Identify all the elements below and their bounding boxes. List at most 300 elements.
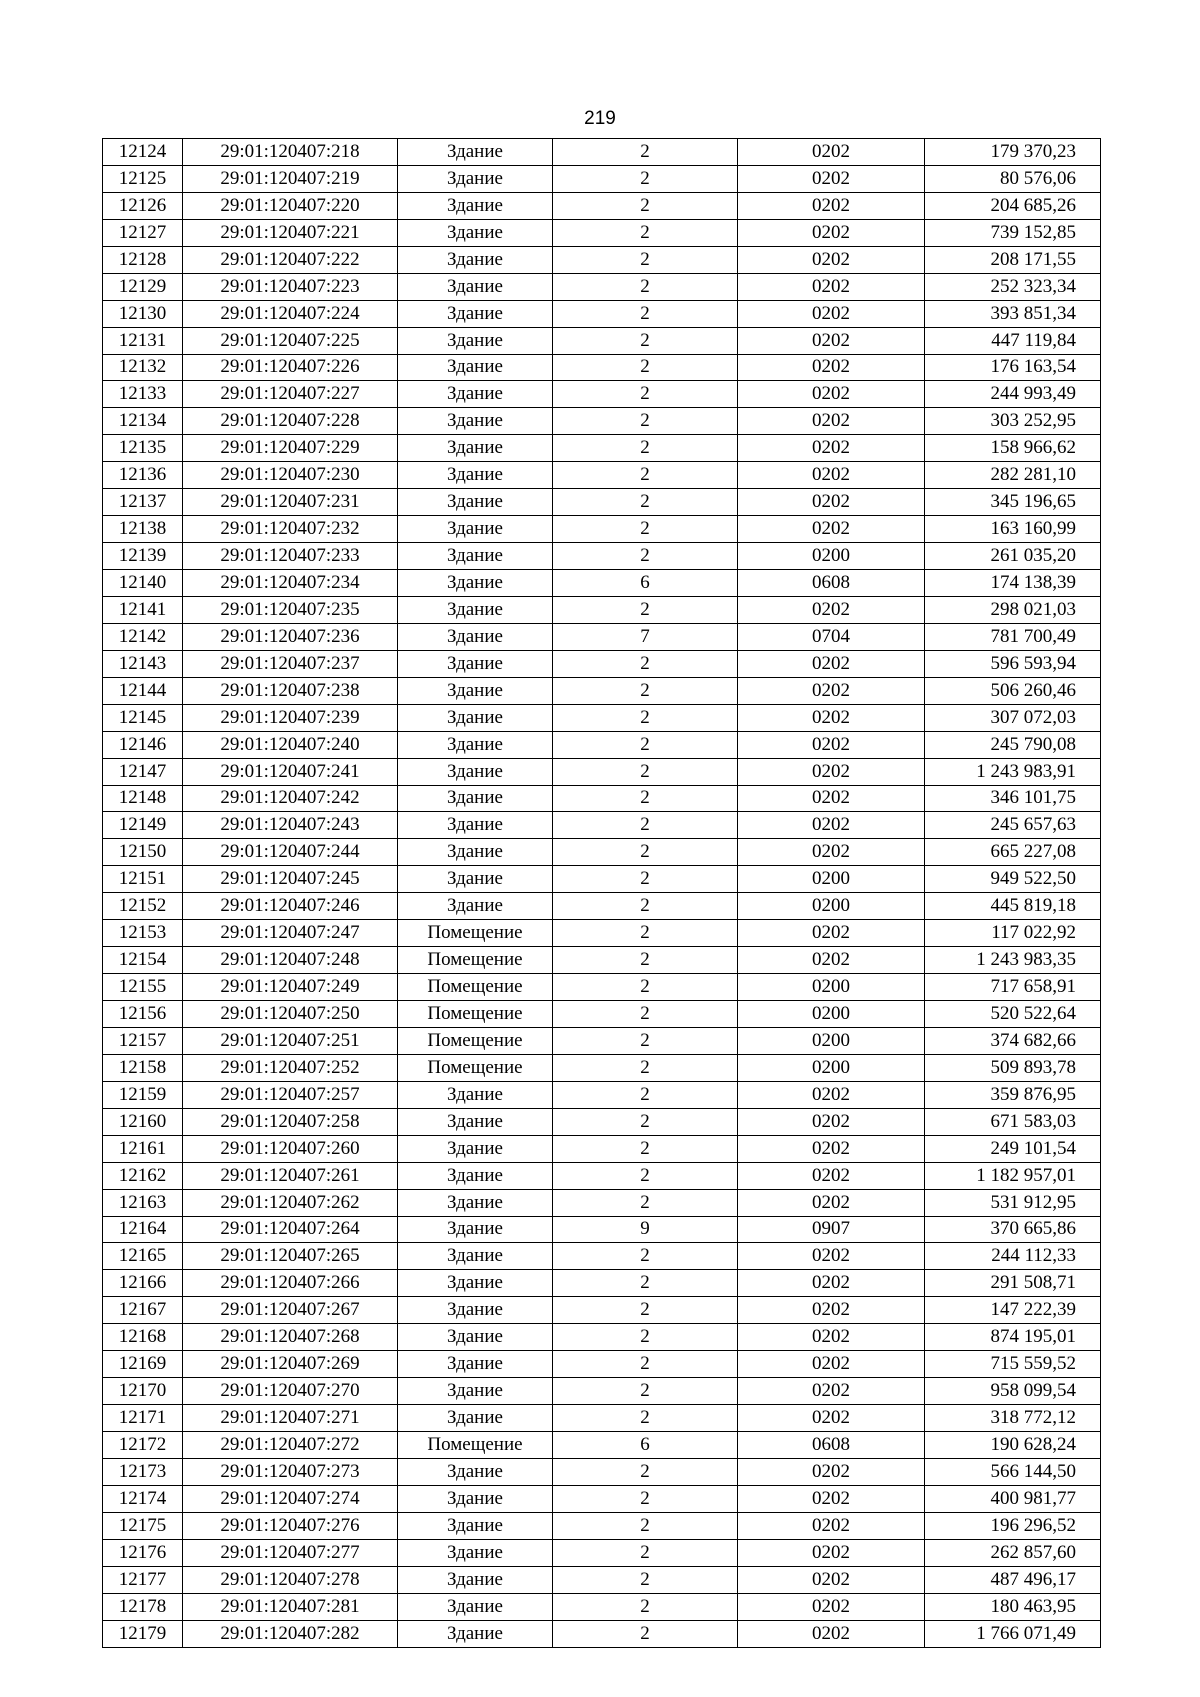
cell-object-type: Здание — [398, 1351, 553, 1378]
cell-row-number: 12168 — [103, 1324, 183, 1351]
cell-subgroup-code: 0202 — [738, 273, 925, 300]
cell-cadastral-value: 487 496,17 — [925, 1566, 1101, 1593]
cell-subgroup-code: 0202 — [738, 839, 925, 866]
cell-subgroup-code: 0202 — [738, 435, 925, 462]
cell-cadastral-number: 29:01:120407:221 — [183, 219, 398, 246]
cell-group-code: 2 — [553, 704, 738, 731]
cell-group-code: 2 — [553, 785, 738, 812]
cell-cadastral-value: 874 195,01 — [925, 1324, 1101, 1351]
cell-cadastral-value: 176 163,54 — [925, 354, 1101, 381]
cell-object-type: Здание — [398, 1378, 553, 1405]
table-row — [103, 623, 1101, 650]
cell-object-type: Здание — [398, 1539, 553, 1566]
cell-subgroup-code: 0202 — [738, 354, 925, 381]
cell-cadastral-number: 29:01:120407:245 — [183, 866, 398, 893]
cell-object-type: Помещение — [398, 1027, 553, 1054]
cell-object-type: Здание — [398, 1566, 553, 1593]
cell-cadastral-value: 1 243 983,35 — [925, 947, 1101, 974]
cell-cadastral-value: 291 508,71 — [925, 1270, 1101, 1297]
table-row — [103, 1054, 1101, 1081]
cell-group-code: 2 — [553, 192, 738, 219]
table-row — [103, 947, 1101, 974]
cell-group-code: 2 — [553, 489, 738, 516]
table-row — [103, 893, 1101, 920]
cell-subgroup-code: 0202 — [738, 489, 925, 516]
cell-subgroup-code: 0200 — [738, 543, 925, 570]
cell-cadastral-value: 359 876,95 — [925, 1081, 1101, 1108]
cell-group-code: 6 — [553, 1432, 738, 1459]
cell-subgroup-code: 0202 — [738, 920, 925, 947]
cell-cadastral-number: 29:01:120407:264 — [183, 1216, 398, 1243]
cell-cadastral-value: 1 182 957,01 — [925, 1162, 1101, 1189]
cell-cadastral-number: 29:01:120407:243 — [183, 812, 398, 839]
cell-cadastral-value: 196 296,52 — [925, 1512, 1101, 1539]
table-row — [103, 1458, 1101, 1485]
cell-cadastral-value: 179 370,23 — [925, 139, 1101, 166]
cell-subgroup-code: 0202 — [738, 1378, 925, 1405]
cell-row-number: 12141 — [103, 596, 183, 623]
cell-cadastral-value: 445 819,18 — [925, 893, 1101, 920]
cell-group-code: 2 — [553, 1270, 738, 1297]
cell-group-code: 2 — [553, 1243, 738, 1270]
cell-cadastral-value: 393 851,34 — [925, 300, 1101, 327]
cell-object-type: Здание — [398, 273, 553, 300]
cadastral-value-table — [102, 138, 1101, 1648]
cell-row-number: 12160 — [103, 1108, 183, 1135]
table-row — [103, 1324, 1101, 1351]
cell-group-code: 2 — [553, 1135, 738, 1162]
cell-subgroup-code: 0202 — [738, 327, 925, 354]
table-row — [103, 596, 1101, 623]
cell-row-number: 12133 — [103, 381, 183, 408]
cell-group-code: 2 — [553, 165, 738, 192]
cell-object-type: Здание — [398, 1108, 553, 1135]
table-row — [103, 677, 1101, 704]
cell-row-number: 12136 — [103, 462, 183, 489]
cell-subgroup-code: 0202 — [738, 596, 925, 623]
page-number: 219 — [584, 108, 616, 129]
cell-row-number: 12130 — [103, 300, 183, 327]
cell-row-number: 12178 — [103, 1593, 183, 1620]
cell-cadastral-value: 262 857,60 — [925, 1539, 1101, 1566]
table-row — [103, 1297, 1101, 1324]
cell-cadastral-number: 29:01:120407:274 — [183, 1485, 398, 1512]
cell-row-number: 12144 — [103, 677, 183, 704]
table-row — [103, 570, 1101, 597]
cell-cadastral-value: 282 281,10 — [925, 462, 1101, 489]
cell-subgroup-code: 0202 — [738, 1108, 925, 1135]
cell-object-type: Здание — [398, 1189, 553, 1216]
cell-object-type: Здание — [398, 1270, 553, 1297]
cell-cadastral-value: 596 593,94 — [925, 650, 1101, 677]
cell-object-type: Здание — [398, 543, 553, 570]
cell-subgroup-code: 0202 — [738, 947, 925, 974]
cell-cadastral-value: 244 993,49 — [925, 381, 1101, 408]
cell-cadastral-value: 717 658,91 — [925, 974, 1101, 1001]
cell-group-code: 2 — [553, 516, 738, 543]
table-row — [103, 812, 1101, 839]
cell-object-type: Здание — [398, 219, 553, 246]
cell-subgroup-code: 0202 — [738, 1189, 925, 1216]
cell-row-number: 12177 — [103, 1566, 183, 1593]
cell-subgroup-code: 0202 — [738, 219, 925, 246]
cell-subgroup-code: 0202 — [738, 1081, 925, 1108]
cell-cadastral-number: 29:01:120407:268 — [183, 1324, 398, 1351]
cell-row-number: 12142 — [103, 623, 183, 650]
table-row — [103, 1189, 1101, 1216]
cell-cadastral-value: 303 252,95 — [925, 408, 1101, 435]
cell-cadastral-number: 29:01:120407:257 — [183, 1081, 398, 1108]
cell-subgroup-code: 0202 — [738, 812, 925, 839]
cell-row-number: 12173 — [103, 1458, 183, 1485]
cell-row-number: 12154 — [103, 947, 183, 974]
cell-cadastral-value: 158 966,62 — [925, 435, 1101, 462]
cell-cadastral-number: 29:01:120407:250 — [183, 1001, 398, 1028]
cell-cadastral-value: 566 144,50 — [925, 1458, 1101, 1485]
cell-group-code: 2 — [553, 1054, 738, 1081]
cell-row-number: 12139 — [103, 543, 183, 570]
cell-group-code: 2 — [553, 1378, 738, 1405]
cell-cadastral-value: 370 665,86 — [925, 1216, 1101, 1243]
cell-cadastral-number: 29:01:120407:247 — [183, 920, 398, 947]
table-row — [103, 785, 1101, 812]
cell-cadastral-number: 29:01:120407:270 — [183, 1378, 398, 1405]
cell-group-code: 2 — [553, 677, 738, 704]
table-row — [103, 1027, 1101, 1054]
cell-group-code: 2 — [553, 1027, 738, 1054]
cell-subgroup-code: 0202 — [738, 758, 925, 785]
cell-cadastral-number: 29:01:120407:237 — [183, 650, 398, 677]
cell-cadastral-value: 374 682,66 — [925, 1027, 1101, 1054]
cell-group-code: 2 — [553, 731, 738, 758]
cell-cadastral-number: 29:01:120407:261 — [183, 1162, 398, 1189]
table-row — [103, 516, 1101, 543]
cell-group-code: 2 — [553, 1512, 738, 1539]
table-row — [103, 1378, 1101, 1405]
cell-cadastral-value: 174 138,39 — [925, 570, 1101, 597]
cell-cadastral-number: 29:01:120407:272 — [183, 1432, 398, 1459]
cell-row-number: 12156 — [103, 1001, 183, 1028]
cell-group-code: 2 — [553, 1108, 738, 1135]
cell-object-type: Здание — [398, 1243, 553, 1270]
cell-subgroup-code: 0200 — [738, 1027, 925, 1054]
cell-cadastral-value: 400 981,77 — [925, 1485, 1101, 1512]
table-row — [103, 489, 1101, 516]
cell-object-type: Помещение — [398, 920, 553, 947]
cell-object-type: Здание — [398, 1405, 553, 1432]
cell-cadastral-value: 147 222,39 — [925, 1297, 1101, 1324]
cell-group-code: 7 — [553, 623, 738, 650]
cell-row-number: 12150 — [103, 839, 183, 866]
cell-cadastral-value: 244 112,33 — [925, 1243, 1101, 1270]
cell-object-type: Здание — [398, 596, 553, 623]
cell-group-code: 2 — [553, 1189, 738, 1216]
cell-object-type: Здание — [398, 1458, 553, 1485]
cell-row-number: 12170 — [103, 1378, 183, 1405]
cell-cadastral-number: 29:01:120407:241 — [183, 758, 398, 785]
cell-cadastral-value: 346 101,75 — [925, 785, 1101, 812]
cell-cadastral-value: 245 657,63 — [925, 812, 1101, 839]
cell-cadastral-number: 29:01:120407:228 — [183, 408, 398, 435]
cell-subgroup-code: 0202 — [738, 1539, 925, 1566]
cell-row-number: 12159 — [103, 1081, 183, 1108]
cell-cadastral-number: 29:01:120407:258 — [183, 1108, 398, 1135]
cell-group-code: 2 — [553, 1324, 738, 1351]
cell-cadastral-value: 520 522,64 — [925, 1001, 1101, 1028]
cell-object-type: Здание — [398, 866, 553, 893]
table-row — [103, 974, 1101, 1001]
cell-cadastral-number: 29:01:120407:233 — [183, 543, 398, 570]
table-row — [103, 381, 1101, 408]
cell-object-type: Здание — [398, 1081, 553, 1108]
table-row — [103, 462, 1101, 489]
cell-group-code: 2 — [553, 300, 738, 327]
cell-row-number: 12171 — [103, 1405, 183, 1432]
cell-object-type: Помещение — [398, 1054, 553, 1081]
cell-cadastral-value: 671 583,03 — [925, 1108, 1101, 1135]
cell-row-number: 12176 — [103, 1539, 183, 1566]
cell-subgroup-code: 0202 — [738, 785, 925, 812]
cell-subgroup-code: 0202 — [738, 408, 925, 435]
table-row — [103, 1135, 1101, 1162]
cell-object-type: Здание — [398, 785, 553, 812]
cell-row-number: 12135 — [103, 435, 183, 462]
cell-object-type: Здание — [398, 570, 553, 597]
cell-subgroup-code: 0202 — [738, 1324, 925, 1351]
cell-subgroup-code: 0202 — [738, 1485, 925, 1512]
cell-group-code: 2 — [553, 408, 738, 435]
cell-cadastral-number: 29:01:120407:230 — [183, 462, 398, 489]
cell-object-type: Здание — [398, 1512, 553, 1539]
table-row — [103, 327, 1101, 354]
table-row — [103, 1620, 1101, 1647]
cell-cadastral-value: 298 021,03 — [925, 596, 1101, 623]
cell-cadastral-value: 506 260,46 — [925, 677, 1101, 704]
table-row — [103, 731, 1101, 758]
cell-cadastral-number: 29:01:120407:251 — [183, 1027, 398, 1054]
cell-subgroup-code: 0608 — [738, 570, 925, 597]
cell-group-code: 9 — [553, 1216, 738, 1243]
cell-cadastral-number: 29:01:120407:239 — [183, 704, 398, 731]
cell-row-number: 12151 — [103, 866, 183, 893]
cell-row-number: 12146 — [103, 731, 183, 758]
table-row — [103, 192, 1101, 219]
cell-cadastral-number: 29:01:120407:218 — [183, 139, 398, 166]
cell-cadastral-value: 261 035,20 — [925, 543, 1101, 570]
cell-subgroup-code: 0202 — [738, 650, 925, 677]
cell-object-type: Здание — [398, 893, 553, 920]
cell-cadastral-number: 29:01:120407:269 — [183, 1351, 398, 1378]
cell-object-type: Здание — [398, 435, 553, 462]
cell-subgroup-code: 0202 — [738, 381, 925, 408]
cell-object-type: Помещение — [398, 1001, 553, 1028]
cell-object-type: Здание — [398, 1297, 553, 1324]
cell-row-number: 12143 — [103, 650, 183, 677]
cell-row-number: 12162 — [103, 1162, 183, 1189]
table-row — [103, 219, 1101, 246]
cell-group-code: 2 — [553, 839, 738, 866]
cell-row-number: 12175 — [103, 1512, 183, 1539]
cell-object-type: Здание — [398, 1324, 553, 1351]
cell-cadastral-number: 29:01:120407:276 — [183, 1512, 398, 1539]
cell-cadastral-number: 29:01:120407:244 — [183, 839, 398, 866]
cell-subgroup-code: 0202 — [738, 1297, 925, 1324]
cell-group-code: 6 — [553, 570, 738, 597]
table-row — [103, 1512, 1101, 1539]
cell-cadastral-number: 29:01:120407:282 — [183, 1620, 398, 1647]
table-row — [103, 1216, 1101, 1243]
table-row — [103, 543, 1101, 570]
cell-row-number: 12138 — [103, 516, 183, 543]
cell-object-type: Здание — [398, 327, 553, 354]
cell-cadastral-number: 29:01:120407:223 — [183, 273, 398, 300]
cell-cadastral-number: 29:01:120407:267 — [183, 1297, 398, 1324]
cell-cadastral-value: 509 893,78 — [925, 1054, 1101, 1081]
cell-object-type: Здание — [398, 1135, 553, 1162]
table-row — [103, 246, 1101, 273]
cell-cadastral-number: 29:01:120407:235 — [183, 596, 398, 623]
cell-cadastral-value: 531 912,95 — [925, 1189, 1101, 1216]
cell-group-code: 2 — [553, 1539, 738, 1566]
cell-row-number: 12140 — [103, 570, 183, 597]
table-row — [103, 650, 1101, 677]
cell-cadastral-value: 190 628,24 — [925, 1432, 1101, 1459]
cell-row-number: 12155 — [103, 974, 183, 1001]
cell-object-type: Здание — [398, 677, 553, 704]
cell-group-code: 2 — [553, 219, 738, 246]
cell-cadastral-number: 29:01:120407:260 — [183, 1135, 398, 1162]
cell-row-number: 12137 — [103, 489, 183, 516]
cell-subgroup-code: 0202 — [738, 1620, 925, 1647]
cell-object-type: Здание — [398, 1216, 553, 1243]
cell-cadastral-number: 29:01:120407:240 — [183, 731, 398, 758]
cell-group-code: 2 — [553, 650, 738, 677]
cell-row-number: 12167 — [103, 1297, 183, 1324]
cell-group-code: 2 — [553, 273, 738, 300]
cell-row-number: 12163 — [103, 1189, 183, 1216]
cell-object-type: Здание — [398, 516, 553, 543]
cell-cadastral-number: 29:01:120407:226 — [183, 354, 398, 381]
cell-row-number: 12145 — [103, 704, 183, 731]
cell-subgroup-code: 0202 — [738, 704, 925, 731]
cell-cadastral-value: 117 022,92 — [925, 920, 1101, 947]
cell-subgroup-code: 0202 — [738, 1162, 925, 1189]
cell-row-number: 12165 — [103, 1243, 183, 1270]
cell-cadastral-number: 29:01:120407:248 — [183, 947, 398, 974]
cell-subgroup-code: 0200 — [738, 1054, 925, 1081]
cell-group-code: 2 — [553, 893, 738, 920]
table-row — [103, 300, 1101, 327]
cell-cadastral-number: 29:01:120407:273 — [183, 1458, 398, 1485]
cell-cadastral-number: 29:01:120407:232 — [183, 516, 398, 543]
cell-subgroup-code: 0200 — [738, 1001, 925, 1028]
table-row — [103, 1270, 1101, 1297]
cell-object-type: Здание — [398, 731, 553, 758]
cell-subgroup-code: 0202 — [738, 246, 925, 273]
cell-cadastral-number: 29:01:120407:225 — [183, 327, 398, 354]
cell-object-type: Здание — [398, 165, 553, 192]
cell-row-number: 12172 — [103, 1432, 183, 1459]
cell-object-type: Здание — [398, 812, 553, 839]
cell-cadastral-value: 1 766 071,49 — [925, 1620, 1101, 1647]
table-row — [103, 1081, 1101, 1108]
table-row — [103, 920, 1101, 947]
cell-group-code: 2 — [553, 1001, 738, 1028]
cell-row-number: 12124 — [103, 139, 183, 166]
cell-cadastral-number: 29:01:120407:262 — [183, 1189, 398, 1216]
cell-cadastral-number: 29:01:120407:234 — [183, 570, 398, 597]
table-row — [103, 1243, 1101, 1270]
table-row — [103, 139, 1101, 166]
table-row — [103, 354, 1101, 381]
cell-subgroup-code: 0202 — [738, 677, 925, 704]
cell-object-type: Здание — [398, 246, 553, 273]
cell-group-code: 2 — [553, 1081, 738, 1108]
cell-subgroup-code: 0202 — [738, 1593, 925, 1620]
cell-cadastral-number: 29:01:120407:242 — [183, 785, 398, 812]
cell-row-number: 12125 — [103, 165, 183, 192]
cell-cadastral-number: 29:01:120407:229 — [183, 435, 398, 462]
cell-subgroup-code: 0202 — [738, 165, 925, 192]
cell-cadastral-number: 29:01:120407:266 — [183, 1270, 398, 1297]
cell-subgroup-code: 0202 — [738, 731, 925, 758]
cell-cadastral-number: 29:01:120407:281 — [183, 1593, 398, 1620]
table-row — [103, 758, 1101, 785]
cell-group-code: 2 — [553, 1297, 738, 1324]
cell-object-type: Здание — [398, 192, 553, 219]
table-row — [103, 1162, 1101, 1189]
cell-row-number: 12147 — [103, 758, 183, 785]
cell-group-code: 2 — [553, 462, 738, 489]
cell-group-code: 2 — [553, 1620, 738, 1647]
table-row — [103, 1566, 1101, 1593]
cell-object-type: Здание — [398, 839, 553, 866]
cell-cadastral-number: 29:01:120407:219 — [183, 165, 398, 192]
cell-subgroup-code: 0202 — [738, 1512, 925, 1539]
cell-cadastral-number: 29:01:120407:222 — [183, 246, 398, 273]
cell-group-code: 2 — [553, 435, 738, 462]
cell-cadastral-number: 29:01:120407:220 — [183, 192, 398, 219]
cell-object-type: Здание — [398, 650, 553, 677]
table-row — [103, 1351, 1101, 1378]
cell-object-type: Здание — [398, 381, 553, 408]
cell-cadastral-number: 29:01:120407:265 — [183, 1243, 398, 1270]
cell-row-number: 12174 — [103, 1485, 183, 1512]
table-body — [103, 139, 1101, 1648]
table-row — [103, 866, 1101, 893]
cell-subgroup-code: 0202 — [738, 300, 925, 327]
cell-cadastral-value: 958 099,54 — [925, 1378, 1101, 1405]
cell-group-code: 2 — [553, 1458, 738, 1485]
cell-group-code: 2 — [553, 1485, 738, 1512]
cell-subgroup-code: 0202 — [738, 1566, 925, 1593]
cell-subgroup-code: 0202 — [738, 1405, 925, 1432]
cell-group-code: 2 — [553, 1566, 738, 1593]
cell-row-number: 12128 — [103, 246, 183, 273]
cell-cadastral-value: 1 243 983,91 — [925, 758, 1101, 785]
table-row — [103, 1593, 1101, 1620]
cell-row-number: 12131 — [103, 327, 183, 354]
cell-row-number: 12164 — [103, 1216, 183, 1243]
cell-group-code: 2 — [553, 947, 738, 974]
cell-cadastral-value: 665 227,08 — [925, 839, 1101, 866]
cell-group-code: 2 — [553, 596, 738, 623]
cell-subgroup-code: 0200 — [738, 893, 925, 920]
cell-subgroup-code: 0202 — [738, 1135, 925, 1162]
cell-cadastral-number: 29:01:120407:252 — [183, 1054, 398, 1081]
cell-group-code: 2 — [553, 758, 738, 785]
cell-object-type: Здание — [398, 300, 553, 327]
